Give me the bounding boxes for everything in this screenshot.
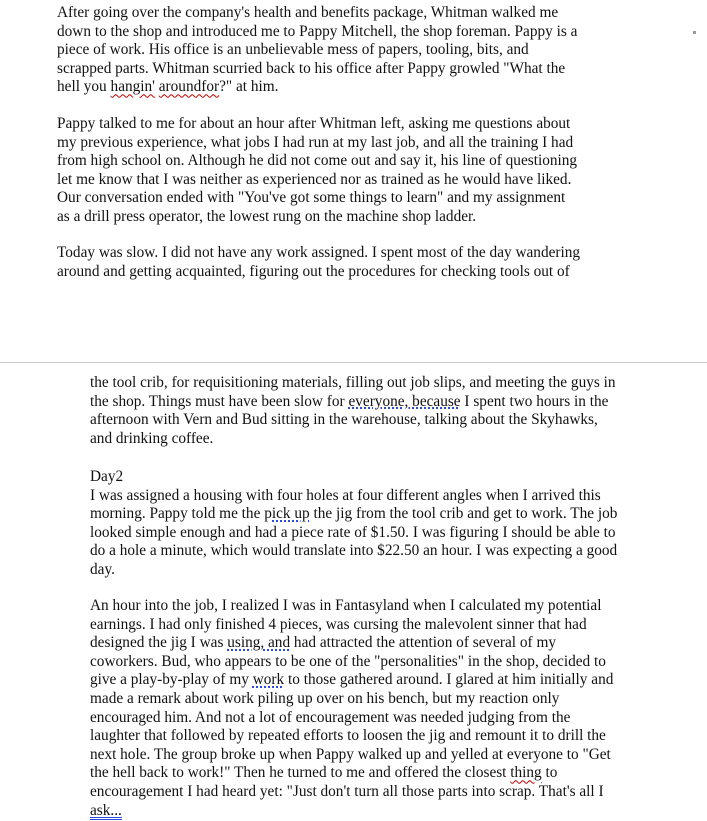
- text-line: [57, 60, 577, 79]
- text-run: and drinking coffee.: [90, 429, 214, 447]
- text-line: [90, 764, 613, 783]
- text-run: laughter that followed by repeated efforts to loosen the jig and remount it to drill the: [90, 727, 606, 745]
- paragraph-fantasyland[interactable]: [90, 597, 613, 820]
- text-run: let me know that I was neither as experienced nor as trained as he would have liked.: [57, 170, 572, 188]
- text-run: give a play-by-play of my: [90, 671, 253, 689]
- text-run: to those gathered around. I glared at him initially and: [284, 671, 614, 689]
- margin-marker: [693, 31, 696, 34]
- text-run: do a hole a minute, which would translate into $22.50 an hour. I was expecting a good: [90, 542, 618, 560]
- grammar-flag: pick up: [264, 505, 310, 523]
- text-line: [90, 671, 613, 690]
- text-run: designed the jig I was: [90, 634, 228, 652]
- spelling-flag: aroundfor: [158, 78, 220, 96]
- text-run: from high school on. Although he did not come out and say it, his line of questioning: [57, 152, 578, 170]
- text-line: [90, 727, 613, 746]
- text-line: [90, 709, 613, 728]
- text-run: around and getting acquainted, figuring out the procedures for checking tools out of: [57, 262, 570, 280]
- text-run: day.: [90, 560, 115, 578]
- text-run: After going over the company's health and benefits package, Whitman walked me: [57, 4, 559, 21]
- text-run: Today was slow. I did not have any work assigned. I spent most of the day wandering: [57, 244, 581, 261]
- paragraph-pappy-talk[interactable]: [57, 115, 577, 227]
- text-line: [57, 115, 577, 134]
- text-line: [90, 524, 617, 543]
- text-run: piece of work. His office is an unbelievable mess of papers, tooling, bits, and: [57, 41, 529, 59]
- text-line: [57, 78, 577, 97]
- text-line: [90, 374, 616, 393]
- text-line: [90, 746, 613, 765]
- text-line: [90, 542, 617, 561]
- text-run: encouragement I had heard yet: "Just don't turn all those parts into scrap. That's all I: [90, 782, 604, 800]
- text-run: earnings. I had only finished 4 pieces, was cursing the malevolent sinner that had: [90, 615, 587, 633]
- text-run: coworkers. Bud, who appears to be one of the "personalities" in the shop, decided to: [90, 652, 606, 670]
- text-run: ?" at him.: [219, 78, 279, 96]
- text-line: [57, 23, 577, 42]
- text-run: scrapped parts. Whitman scurried back to his office after Pappy growled "What the: [57, 59, 566, 77]
- text-line: [57, 189, 577, 208]
- text-run: morning. Pappy told me the: [90, 505, 265, 523]
- text-line: [90, 393, 616, 412]
- text-line: [57, 4, 577, 23]
- text-line: [90, 802, 613, 821]
- paragraph-intro[interactable]: [57, 4, 577, 97]
- text-line: [90, 597, 613, 616]
- text-run: looked simple enough and had a piece rate of $1.50. I was figuring I should be able to: [90, 523, 616, 541]
- text-line: [57, 152, 577, 171]
- text-line: [57, 263, 580, 282]
- grammar-flag: ask...: [90, 801, 122, 819]
- text-line: [57, 41, 577, 60]
- paragraph-slow-day[interactable]: [57, 244, 580, 281]
- text-line: [90, 430, 616, 449]
- text-line: [90, 653, 613, 672]
- text-run: Our conversation ended with "You've got some things to learn" and my assignment: [57, 189, 566, 207]
- paragraph-slow-day-continued[interactable]: [90, 374, 616, 448]
- text-line: [90, 487, 617, 506]
- text-line: [57, 171, 577, 190]
- text-run: I was assigned a housing with four holes at four different angles when I arrived this: [90, 486, 601, 504]
- text-run: An hour into the job, I realized I was in Fantasyland when I calculated my potential: [90, 597, 602, 614]
- text-run: I spent two hours in the: [460, 392, 609, 410]
- text-line: [90, 561, 617, 580]
- text-run: to: [541, 764, 558, 782]
- text-run: the jig from the tool crib and get to work. The job: [309, 505, 618, 523]
- text-run: hell you: [57, 78, 111, 96]
- text-run: encouraged him. And not a lot of encouragement was needed judging from the: [90, 708, 571, 726]
- text-run: had attracted the attention of several of my: [290, 634, 556, 652]
- text-line: [90, 690, 613, 709]
- text-run: Day2: [90, 468, 124, 485]
- text-run: the tool crib, for requisitioning materials, filling out job slips, and meeting the guys in: [90, 374, 616, 391]
- text-line: [57, 244, 580, 263]
- text-run: down to the shop and introduced me to Pappy Mitchell, the shop foreman. Pappy is a: [57, 22, 578, 40]
- text-line: [90, 783, 613, 802]
- text-run: the hell back to work!" Then he turned to me and offered the closest: [90, 764, 511, 782]
- text-line: [57, 134, 577, 153]
- text-line: [90, 468, 617, 487]
- text-run: Pappy talked to me for about an hour after Whitman left, asking me questions about: [57, 115, 571, 132]
- text-line: [90, 505, 617, 524]
- grammar-flag: using, and: [227, 634, 291, 652]
- text-run: my previous experience, what jobs I had run at my last job, and all the training I had: [57, 133, 574, 151]
- spelling-flag: hangin': [110, 78, 155, 96]
- text-run: next hole. The group broke up when Pappy walked up and yelled at everyone to "Get: [90, 745, 611, 763]
- text-run: as a drill press operator, the lowest rung on the machine shop ladder.: [57, 207, 477, 225]
- grammar-flag: everyone, because: [348, 392, 461, 410]
- spelling-flag: thing: [510, 764, 542, 782]
- text-run: the shop. Things must have been slow for: [90, 392, 349, 410]
- page-break-divider: [0, 362, 707, 363]
- text-line: [57, 208, 577, 227]
- text-line: [90, 634, 613, 653]
- text-line: [90, 616, 613, 635]
- grammar-flag: work: [252, 671, 285, 689]
- text-line: [90, 411, 616, 430]
- text-run: made a remark about work piling up over on his bench, but my reaction only: [90, 689, 560, 707]
- paragraph-day-two[interactable]: [90, 468, 617, 580]
- text-run: afternoon with Vern and Bud sitting in the warehouse, talking about the Skyhawks,: [90, 411, 598, 429]
